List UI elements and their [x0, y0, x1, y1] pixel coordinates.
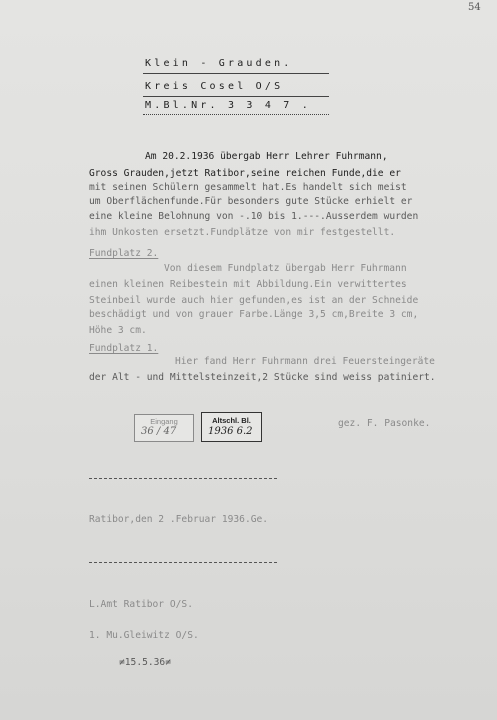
eingang-label: Eingang — [150, 417, 178, 426]
heading-underline-2 — [143, 96, 329, 97]
fundplatz1-line: der Alt - und Mittelsteinzeit,2 Stücke sind weiss patiniert. — [89, 372, 436, 383]
fundplatz2-title: Fundplatz 2. — [89, 248, 159, 259]
body-line: Gross Grauden,jetzt Ratibor,seine reichen Funde,die er — [89, 168, 401, 179]
fundplatz2-line: Steinbeil wurde auch hier gefunden,es ist an der Schneide — [89, 295, 419, 306]
altschl-label: Altschl. Bl. — [212, 416, 251, 425]
distribution-line: 1. Mu.Gleiwitz O/S. — [89, 630, 199, 641]
signature: gez. F. Pasonke. — [338, 418, 431, 429]
eingang-value: 36 / 47 — [141, 426, 177, 437]
heading-district: Kreis Cosel O/S — [145, 81, 284, 92]
fundplatz2-line: Von diesem Fundplatz übergab Herr Fuhrmann — [164, 263, 407, 274]
heading-underline-3 — [143, 114, 329, 115]
altschl-value: 1936 6.2 — [208, 426, 253, 437]
fundplatz2-line: Höhe 3 cm. — [89, 325, 147, 336]
distribution-line: L.Amt Ratibor O/S. — [89, 599, 193, 610]
fundplatz2-line: einen kleinen Reibestein mit Abbildung.Ein verwittertes — [89, 279, 407, 290]
body-line: Am 20.2.1936 übergab Herr Lehrer Fuhrmann, — [145, 151, 388, 162]
fundplatz2-line: beschädigt und von grauer Farbe.Länge 3,5 cm,Breite 3 cm, — [89, 309, 419, 320]
body-line: mit seinen Schülern gesammelt hat.Es handelt sich meist — [89, 182, 407, 193]
separator-line — [89, 562, 277, 563]
date-stamp: ≠15.5.36≠ — [119, 657, 171, 668]
heading-underline-1 — [143, 73, 329, 74]
altschl-stamp — [201, 412, 262, 442]
eingang-stamp — [134, 414, 194, 442]
body-line: um Oberflächenfunde.Für besonders gute Stücke erhielt er — [89, 196, 413, 207]
fundplatz1-line: Hier fand Herr Fuhrmann drei Feuersteingeräte — [175, 356, 435, 367]
separator-line — [89, 478, 277, 479]
heading-place: Klein - Grauden. — [145, 58, 293, 69]
heading-map-sheet: M.Bl.Nr. 3 3 4 7 . — [145, 100, 311, 111]
body-line: ihm Unkosten ersetzt.Fundplätze von mir festgestellt. — [89, 227, 396, 238]
fundplatz1-title: Fundplatz 1. — [89, 343, 159, 354]
page-number: 54 — [468, 2, 481, 13]
body-line: eine kleine Belohnung von -.10 bis 1.---.Ausserdem wurden — [89, 211, 419, 222]
place-date: Ratibor,den 2 .Februar 1936.Ge. — [89, 514, 269, 525]
